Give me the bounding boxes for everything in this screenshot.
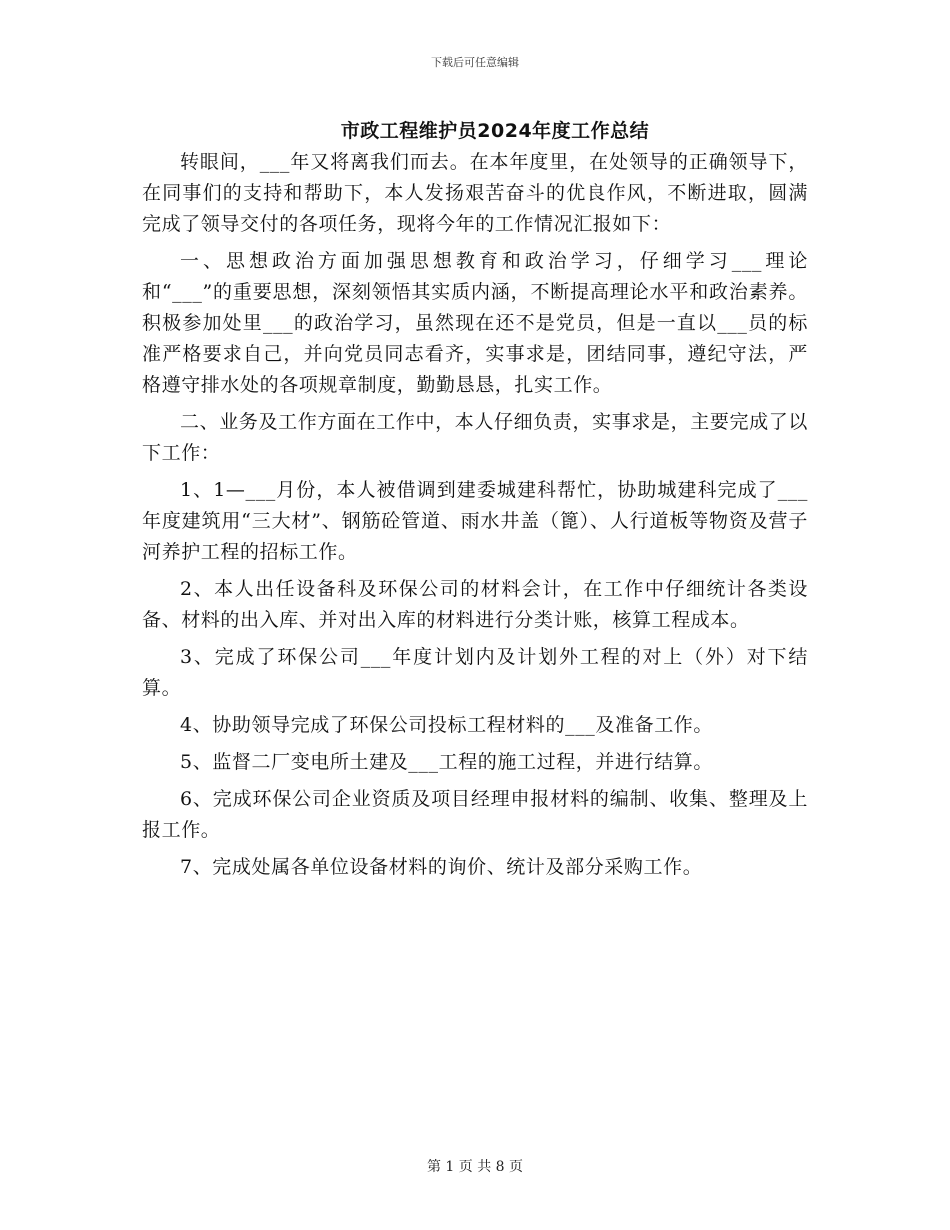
paragraph-item-4: 4、协助领导完成了环保公司投标工程材料的___及准备工作。 <box>180 714 713 736</box>
paragraph-political: 一、思想政治方面加强思想教育和政治学习，仔细学习___理论和“___”的重要思想，深刻领悟其实质内涵，不断提高理论水平和政治素养。积极参加处里___的政治学习，虽然现在还不是党员，但是一直以___员的标准严格要求自己，并向党员同志看齐，实事求是，团结同事，遵纪守法，严格遵守排水处的各项规章制度，勤勤恳恳，扎实工作。 <box>142 250 808 396</box>
page-number-footer: 第 1 页 共 8 页 <box>426 1159 524 1175</box>
paragraph-business: 二、业务及工作方面在工作中，本人仔细负责，实事求是，主要完成了以下工作： <box>142 411 808 464</box>
paragraph-intro: 转眼间，___年又将离我们而去。在本年度里，在处领导的正确领导下，在同事们的支持和帮助下，本人发扬艰苦奋斗的优良作风，不断进取，圆满完成了领导交付的各项任务，现将今年的工作情况汇报如下： <box>142 151 808 235</box>
header-note: 下载后可任意编辑 <box>431 56 519 69</box>
paragraph-item-7: 7、完成处属各单位设备材料的询价、统计及部分采购工作。 <box>180 856 703 878</box>
document-title: 市政工程维护员2024年度工作总结 <box>340 120 650 142</box>
document-body <box>142 147 808 889</box>
paragraph-item-2: 2、本人出任设备科及环保公司的材料会计，在工作中仔细统计各类设备、材料的出入库、并对出入库的材料进行分类计账，核算工程成本。 <box>142 578 808 631</box>
paragraph-item-6: 6、完成环保公司企业资质及项目经理申报材料的编制、收集、整理及上报工作。 <box>142 788 808 841</box>
paragraph-item-5: 5、监督二厂变电所土建及___工程的施工过程，并进行结算。 <box>180 751 713 773</box>
paragraph-item-3: 3、完成了环保公司___年度计划内及计划外工程的对上（外）对下结算。 <box>142 646 808 699</box>
paragraph-item-1: 1、1—___月份，本人被借调到建委城建科帮忙，协助城建科完成了___年度建筑用“三大材”、钢筋砼管道、雨水井盖（篦）、人行道板等物资及营子河养护工程的招标工作。 <box>142 479 808 563</box>
